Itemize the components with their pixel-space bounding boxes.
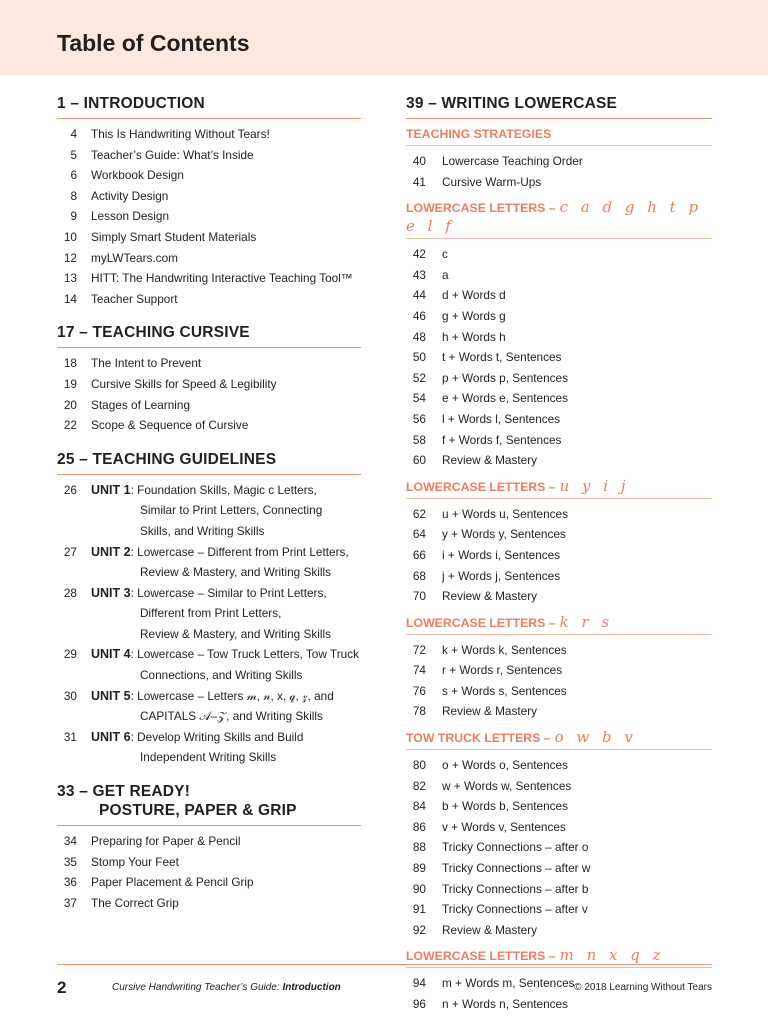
page-number: 37: [63, 895, 77, 910]
entry-title: t + Words t, Sentences: [442, 350, 562, 365]
toc-entry[interactable]: [406, 994, 712, 1015]
toc-entry[interactable]: [406, 701, 712, 722]
toc-entry[interactable]: [406, 681, 712, 702]
page-number: 28: [63, 585, 77, 600]
section-title-line: POSTURE, PAPER & GRIP: [99, 802, 297, 820]
subsection-entries: [406, 971, 712, 1014]
entry-title: l + Words l, Sentences: [442, 411, 561, 426]
page-number: 76: [412, 683, 426, 698]
page-number: 43: [412, 267, 426, 282]
toc-entry[interactable]: [406, 409, 712, 430]
book-title: Cursive Handwriting Teacher’s Guide:: [112, 982, 280, 993]
toc-entry[interactable]: [57, 395, 361, 416]
page-number: 26: [63, 482, 77, 497]
toc-entry[interactable]: [406, 640, 712, 661]
page-number: 62: [412, 506, 426, 521]
toc-entry[interactable]: [406, 899, 712, 920]
entry-title: Tricky Connections – after b: [442, 881, 589, 896]
page-number: 70: [412, 589, 426, 604]
page-number: 14: [63, 291, 77, 306]
subsection-entries: [406, 502, 712, 607]
page-number: 46: [412, 308, 426, 323]
toc-entry[interactable]: [406, 265, 712, 286]
toc-entry[interactable]: [57, 248, 361, 269]
subsection-heading: [406, 607, 712, 635]
subsection-label: TEACHING STRATEGIES: [406, 127, 552, 141]
section-title-introduction: 1 – INTRODUCTION: [57, 90, 361, 119]
entry-title: HITT: The Handwriting Interactive Teaching Tool™: [91, 271, 353, 286]
section-entries-get-ready: [57, 826, 361, 923]
toc-entry[interactable]: [406, 327, 712, 348]
page-number: 82: [412, 778, 426, 793]
unit-desc: : Develop Writing Skills and Build: [130, 729, 304, 744]
toc-entry[interactable]: [406, 796, 712, 817]
page-number: 72: [412, 642, 426, 657]
entry-title: n + Words n, Sentences: [442, 997, 569, 1011]
toc-entry[interactable]: [57, 374, 361, 395]
page-number: 4: [70, 127, 77, 141]
toc-entry[interactable]: [406, 172, 712, 193]
page-number: 54: [412, 391, 426, 406]
right-column: [406, 90, 712, 1015]
unit-label: UNIT 2: [91, 544, 131, 559]
page-number: 20: [63, 397, 77, 412]
page-number: 91: [412, 902, 426, 917]
toc-entry[interactable]: [57, 206, 361, 227]
section-entries-teaching-guidelines: [57, 475, 361, 778]
entry-title: Lesson Design: [91, 209, 170, 224]
page-number: 10: [63, 229, 77, 244]
entry-title: v + Words v, Sentences: [442, 819, 566, 834]
page-number: 84: [412, 799, 426, 814]
page-number: 96: [412, 997, 426, 1011]
entry-title: s + Words s, Sentences: [442, 683, 567, 698]
section-title-teaching-guidelines: 25 – TEACHING GUIDELINES: [57, 446, 361, 475]
toc-entry[interactable]: [57, 353, 361, 374]
section-title-teaching-cursive: 17 – TEACHING CURSIVE: [57, 319, 361, 348]
entry-title: Review & Mastery: [442, 922, 538, 937]
entry-title: e + Words e, Sentences: [442, 391, 569, 406]
toc-entry[interactable]: [406, 306, 712, 327]
toc-entry[interactable]: [406, 920, 712, 941]
unit-label: UNIT 4: [91, 647, 131, 662]
toc-entry[interactable]: [57, 227, 361, 248]
entry-title: r + Words r, Sentences: [442, 663, 563, 678]
toc-unit-entry[interactable]: [57, 727, 361, 768]
page-number: 74: [412, 663, 426, 678]
subsection-entries: [406, 638, 712, 722]
unit-desc: : Lowercase – Tow Truck Letters, Tow Truck: [130, 647, 359, 662]
toc-entry[interactable]: [406, 430, 712, 451]
toc-entry[interactable]: [57, 852, 361, 873]
page-number: 30: [63, 688, 77, 703]
unit-desc: : Foundation Skills, Magic c Letters,: [130, 482, 317, 497]
entry-title: Teacher Support: [91, 291, 178, 306]
entry-title: The Intent to Prevent: [91, 356, 202, 371]
toc-entry[interactable]: [406, 858, 712, 879]
entry-title: f + Words f, Sentences: [442, 432, 562, 447]
section-title-writing-lowercase: 39 – WRITING LOWERCASE: [406, 90, 712, 119]
subsection-heading: [406, 192, 712, 239]
entry-title: i + Words i, Sentences: [442, 547, 561, 562]
entry-title: The Correct Grip: [91, 895, 179, 910]
toc-entry[interactable]: [406, 545, 712, 566]
page-number: 64: [412, 527, 426, 542]
toc-unit-entry[interactable]: [57, 542, 361, 583]
toc-entry[interactable]: [57, 893, 361, 914]
unit-desc: : Lowercase – Similar to Print Letters,: [130, 585, 327, 600]
entry-title: Review & Mastery: [442, 704, 538, 719]
page-number: 27: [63, 544, 77, 559]
section-entries-introduction: [57, 119, 361, 319]
entry-title: m + Words m, Sentences: [442, 976, 575, 991]
entry-title: Scope & Sequence of Cursive: [91, 418, 249, 433]
toc-unit-entry[interactable]: [57, 644, 361, 685]
book-section: Introduction: [282, 982, 341, 993]
footer-divider: [57, 964, 712, 965]
toc-entry[interactable]: [406, 586, 712, 607]
page-number: 92: [412, 922, 426, 937]
page-number: 80: [412, 758, 426, 773]
page-number: 48: [412, 329, 426, 344]
toc-entry[interactable]: [406, 504, 712, 525]
entry-title: b + Words b, Sentences: [442, 799, 569, 814]
toc-entry[interactable]: [406, 524, 712, 545]
page-number: 44: [412, 288, 426, 303]
page-number: 5: [70, 147, 77, 162]
page-title: Table of Contents: [57, 30, 250, 56]
entry-title: o + Words o, Sentences: [442, 758, 569, 773]
page-number: 41: [412, 174, 426, 189]
unit-desc: Similar to Print Letters, Connecting: [140, 503, 323, 518]
page-number: 50: [412, 350, 426, 365]
page-number: 13: [63, 271, 77, 286]
subsection-entries: [406, 149, 712, 192]
entry-title: g + Words g: [442, 308, 506, 323]
page-number: 40: [412, 154, 426, 168]
unit-label: UNIT 1: [91, 482, 131, 497]
page-number: 58: [412, 432, 426, 447]
subsection-label: LOWERCASE LETTERS –: [406, 201, 556, 216]
section-title-line: 33 – GET READY!: [57, 783, 191, 801]
page-number: 12: [63, 250, 77, 265]
toc-entry[interactable]: [57, 415, 361, 436]
toc-entry[interactable]: [57, 186, 361, 207]
unit-desc: Review & Mastery, and Writing Skills: [140, 565, 331, 580]
page-number: 19: [63, 376, 77, 391]
subsection-label: LOWERCASE LETTERS –: [406, 479, 556, 494]
page-number: 52: [412, 370, 426, 385]
unit-desc: : Lowercase – Letters 𝓂, 𝓃, x, 𝓆, 𝓏, and: [130, 688, 334, 703]
entry-title: Paper Placement & Pencil Grip: [91, 875, 254, 890]
subsection-entries: [406, 242, 712, 471]
subsection-entries: [406, 753, 712, 940]
footer-book-title: [112, 982, 341, 993]
toc-unit-entry[interactable]: [57, 686, 361, 727]
entry-title: Activity Design: [91, 188, 169, 203]
toc-entry[interactable]: [406, 244, 712, 265]
cursive-letters: u y i j: [559, 476, 630, 495]
entry-title: d + Words d: [442, 288, 506, 303]
subsection-label: LOWERCASE LETTERS –: [406, 615, 556, 630]
entry-title: Simply Smart Student Materials: [91, 229, 257, 244]
page-number: 6: [70, 168, 77, 183]
page-number: 36: [63, 875, 77, 890]
page-number: 29: [63, 647, 77, 662]
entry-title: Stomp Your Feet: [91, 854, 179, 869]
entry-title: myLWTears.com: [91, 250, 178, 265]
page-number: 89: [412, 861, 426, 876]
toc-entry[interactable]: [57, 831, 361, 852]
cursive-letters: o w b v: [554, 728, 637, 747]
page-number: 56: [412, 411, 426, 426]
subsection-heading: [406, 471, 712, 499]
cursive-letters: c a d g h t p e l f: [406, 198, 703, 236]
page-number: 60: [412, 453, 426, 468]
entry-title: y + Words y, Sentences: [442, 527, 566, 542]
entry-title: Preparing for Paper & Pencil: [91, 834, 241, 849]
unit-desc: : Lowercase – Different from Print Letters,: [130, 544, 349, 559]
page-number: 86: [412, 819, 426, 834]
page-number: 68: [412, 568, 426, 583]
toc-entry[interactable]: [406, 566, 712, 587]
entry-title: Review & Mastery: [442, 589, 538, 604]
toc-entry[interactable]: [57, 872, 361, 893]
page-number: 42: [412, 247, 426, 262]
toc-entry[interactable]: [406, 368, 712, 389]
entry-title: Cursive Warm-Ups: [442, 174, 542, 189]
unit-desc: Different from Print Letters,: [140, 606, 282, 621]
footer-copyright: © 2018 Learning Without Tears: [574, 982, 712, 993]
page-number: 18: [63, 356, 77, 371]
toc-entry[interactable]: [406, 660, 712, 681]
page-number: 35: [63, 854, 77, 869]
entry-title: k + Words k, Sentences: [442, 642, 567, 657]
toc-entry[interactable]: [406, 450, 712, 471]
entry-title: c: [442, 247, 448, 262]
entry-title: This Is Handwriting Without Tears!: [91, 127, 270, 141]
unit-desc: Skills, and Writing Skills: [140, 523, 265, 538]
entry-title: Tricky Connections – after v: [442, 902, 588, 917]
page-number: 8: [70, 188, 77, 203]
toc-entry[interactable]: [406, 285, 712, 306]
entry-title: Teacher’s Guide: What’s Inside: [91, 147, 254, 162]
page-header: [0, 0, 768, 75]
unit-desc: Connections, and Writing Skills: [140, 668, 303, 683]
cursive-letters: k r s: [559, 612, 614, 631]
entry-title: Workbook Design: [91, 168, 184, 183]
left-column: [57, 90, 361, 923]
page-number: 94: [412, 976, 426, 991]
entry-title: Review & Mastery: [442, 453, 538, 468]
toc-entry[interactable]: [57, 268, 361, 289]
subsection-label: TOW TRUCK LETTERS –: [406, 731, 551, 746]
page-number: 31: [63, 729, 77, 744]
unit-label: UNIT 5: [91, 688, 131, 703]
subsection-label: LOWERCASE LETTERS –: [406, 949, 556, 964]
page-number: 78: [412, 704, 426, 719]
entry-title: Tricky Connections – after o: [442, 840, 589, 855]
entry-title: Cursive Skills for Speed & Legibility: [91, 376, 277, 391]
entry-title: w + Words w, Sentences: [442, 778, 572, 793]
unit-label: UNIT 3: [91, 585, 131, 600]
toc-entry[interactable]: [406, 151, 712, 172]
toc-unit-entry[interactable]: [57, 583, 361, 645]
entry-title: Stages of Learning: [91, 397, 191, 412]
toc-entry[interactable]: [57, 124, 361, 145]
entry-title: h + Words h: [442, 329, 506, 344]
entry-title: Lowercase Teaching Order: [442, 154, 583, 168]
page-number: 22: [63, 418, 77, 433]
toc-entry[interactable]: [406, 879, 712, 900]
footer-page-number: 2: [57, 978, 67, 997]
page-number: 90: [412, 881, 426, 896]
toc-entry[interactable]: [406, 347, 712, 368]
subsection-heading: [406, 722, 712, 750]
toc-entry[interactable]: [57, 165, 361, 186]
toc-entry[interactable]: [406, 776, 712, 797]
entry-title: p + Words p, Sentences: [442, 370, 569, 385]
page-number: 34: [63, 834, 77, 849]
unit-label: UNIT 6: [91, 729, 131, 744]
toc-entry[interactable]: [406, 388, 712, 409]
toc-entry[interactable]: [406, 755, 712, 776]
cursive-letters: m n x q z: [559, 946, 665, 965]
entry-title: Tricky Connections – after w: [442, 861, 591, 876]
unit-desc: Independent Writing Skills: [140, 750, 277, 765]
subsection-heading: [406, 119, 712, 146]
section-entries-teaching-cursive: [57, 348, 361, 445]
unit-desc: Review & Mastery, and Writing Skills: [140, 626, 331, 641]
toc-entry[interactable]: [406, 817, 712, 838]
toc-entry[interactable]: [406, 837, 712, 858]
unit-desc: CAPITALS 𝒜–𝒵, and Writing Skills: [140, 709, 323, 724]
page-number: 88: [412, 840, 426, 855]
page-number: 66: [412, 547, 426, 562]
toc-unit-entry[interactable]: [57, 480, 361, 542]
entry-title: j + Words j, Sentences: [442, 568, 561, 583]
entry-title: u + Words u, Sentences: [442, 506, 569, 521]
entry-title: a: [442, 267, 449, 282]
toc-entry[interactable]: [57, 289, 361, 310]
toc-entry[interactable]: [57, 145, 361, 166]
page-number: 9: [70, 209, 77, 224]
section-title-get-ready: [57, 778, 361, 826]
